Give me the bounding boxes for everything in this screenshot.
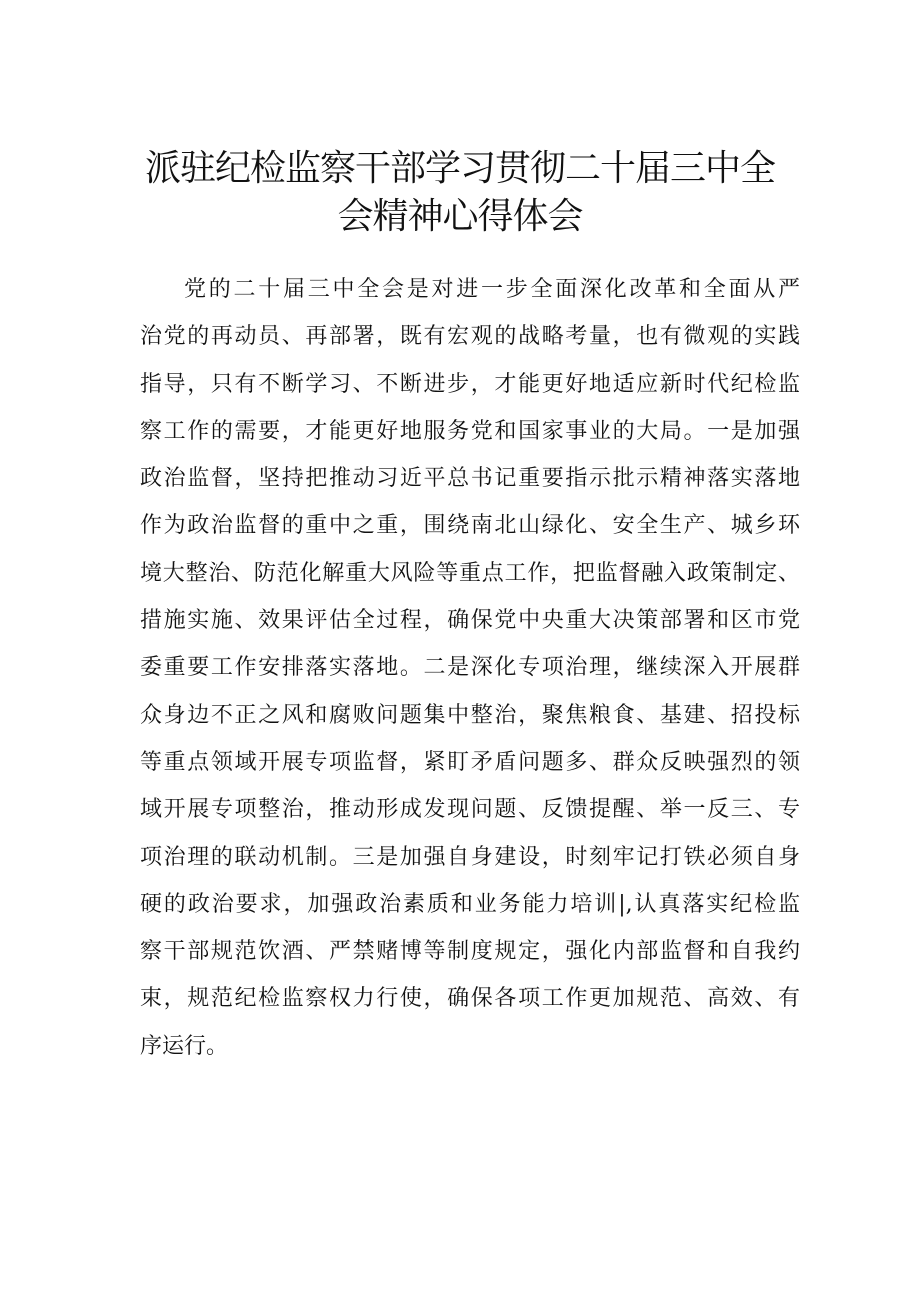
title-line-1: 派驻纪检监察干部学习贯彻二十届三中全 xyxy=(144,148,775,189)
body-line-13: 项治理的联动机制。三是加强自身建设，时刻牢记打铁必须自身 xyxy=(140,844,800,870)
body-line-9: 委重要工作安排落实落地。二是深化专项治理，继续深入开展群 xyxy=(140,655,800,681)
body-line-3: 指导，只有不断学习、不断进步，才能更好地适应新时代纪检监 xyxy=(140,371,800,397)
body-line-16: 束，规范纪检监察权力行使，确保各项工作更加规范、高效、有 xyxy=(140,986,800,1012)
document-title xyxy=(120,145,800,241)
body-line-1: 党的二十届三中全会是对进一步全面深化改革和全面从严 xyxy=(184,277,800,302)
body-line-8: 措施实施、效果评估全过程，确保党中央重大决策部署和区市党 xyxy=(140,608,800,634)
body-line-14: 硬的政治要求，加强政治素质和业务能力培训|,认真落实纪检监 xyxy=(140,891,800,917)
body-line-11: 等重点领域开展专项监督，紧盯矛盾问题多、群众反映强烈的领 xyxy=(140,749,800,775)
document-body xyxy=(140,266,800,1070)
body-line-2: 治党的再动员、再部署，既有宏观的战略考量，也有微观的实践 xyxy=(140,324,800,350)
body-line-12: 域开展专项整治，推动形成发现问题、反馈提醒、举一反三、专 xyxy=(140,797,800,823)
title-line-2: 会精神心得体会 xyxy=(337,196,583,237)
body-line-4: 察工作的需要，才能更好地服务党和国家事业的大局。一是加强 xyxy=(140,418,800,444)
body-line-10: 众身边不正之风和腐败问题集中整治，聚焦粮食、基建、招投标 xyxy=(140,702,800,728)
body-line-17: 序运行。 xyxy=(140,1033,229,1059)
body-line-6: 作为政治监督的重中之重，围绕南北山绿化、安全生产、城乡环 xyxy=(140,513,800,539)
body-line-15: 察干部规范饮酒、严禁赌博等制度规定，强化内部监督和自我约 xyxy=(140,939,800,965)
body-line-7: 境大整治、防范化解重大风险等重点工作，把监督融入政策制定、 xyxy=(140,560,800,586)
body-line-5: 政治监督，坚持把推动习近平总书记重要指示批示精神落实落地 xyxy=(140,466,800,492)
